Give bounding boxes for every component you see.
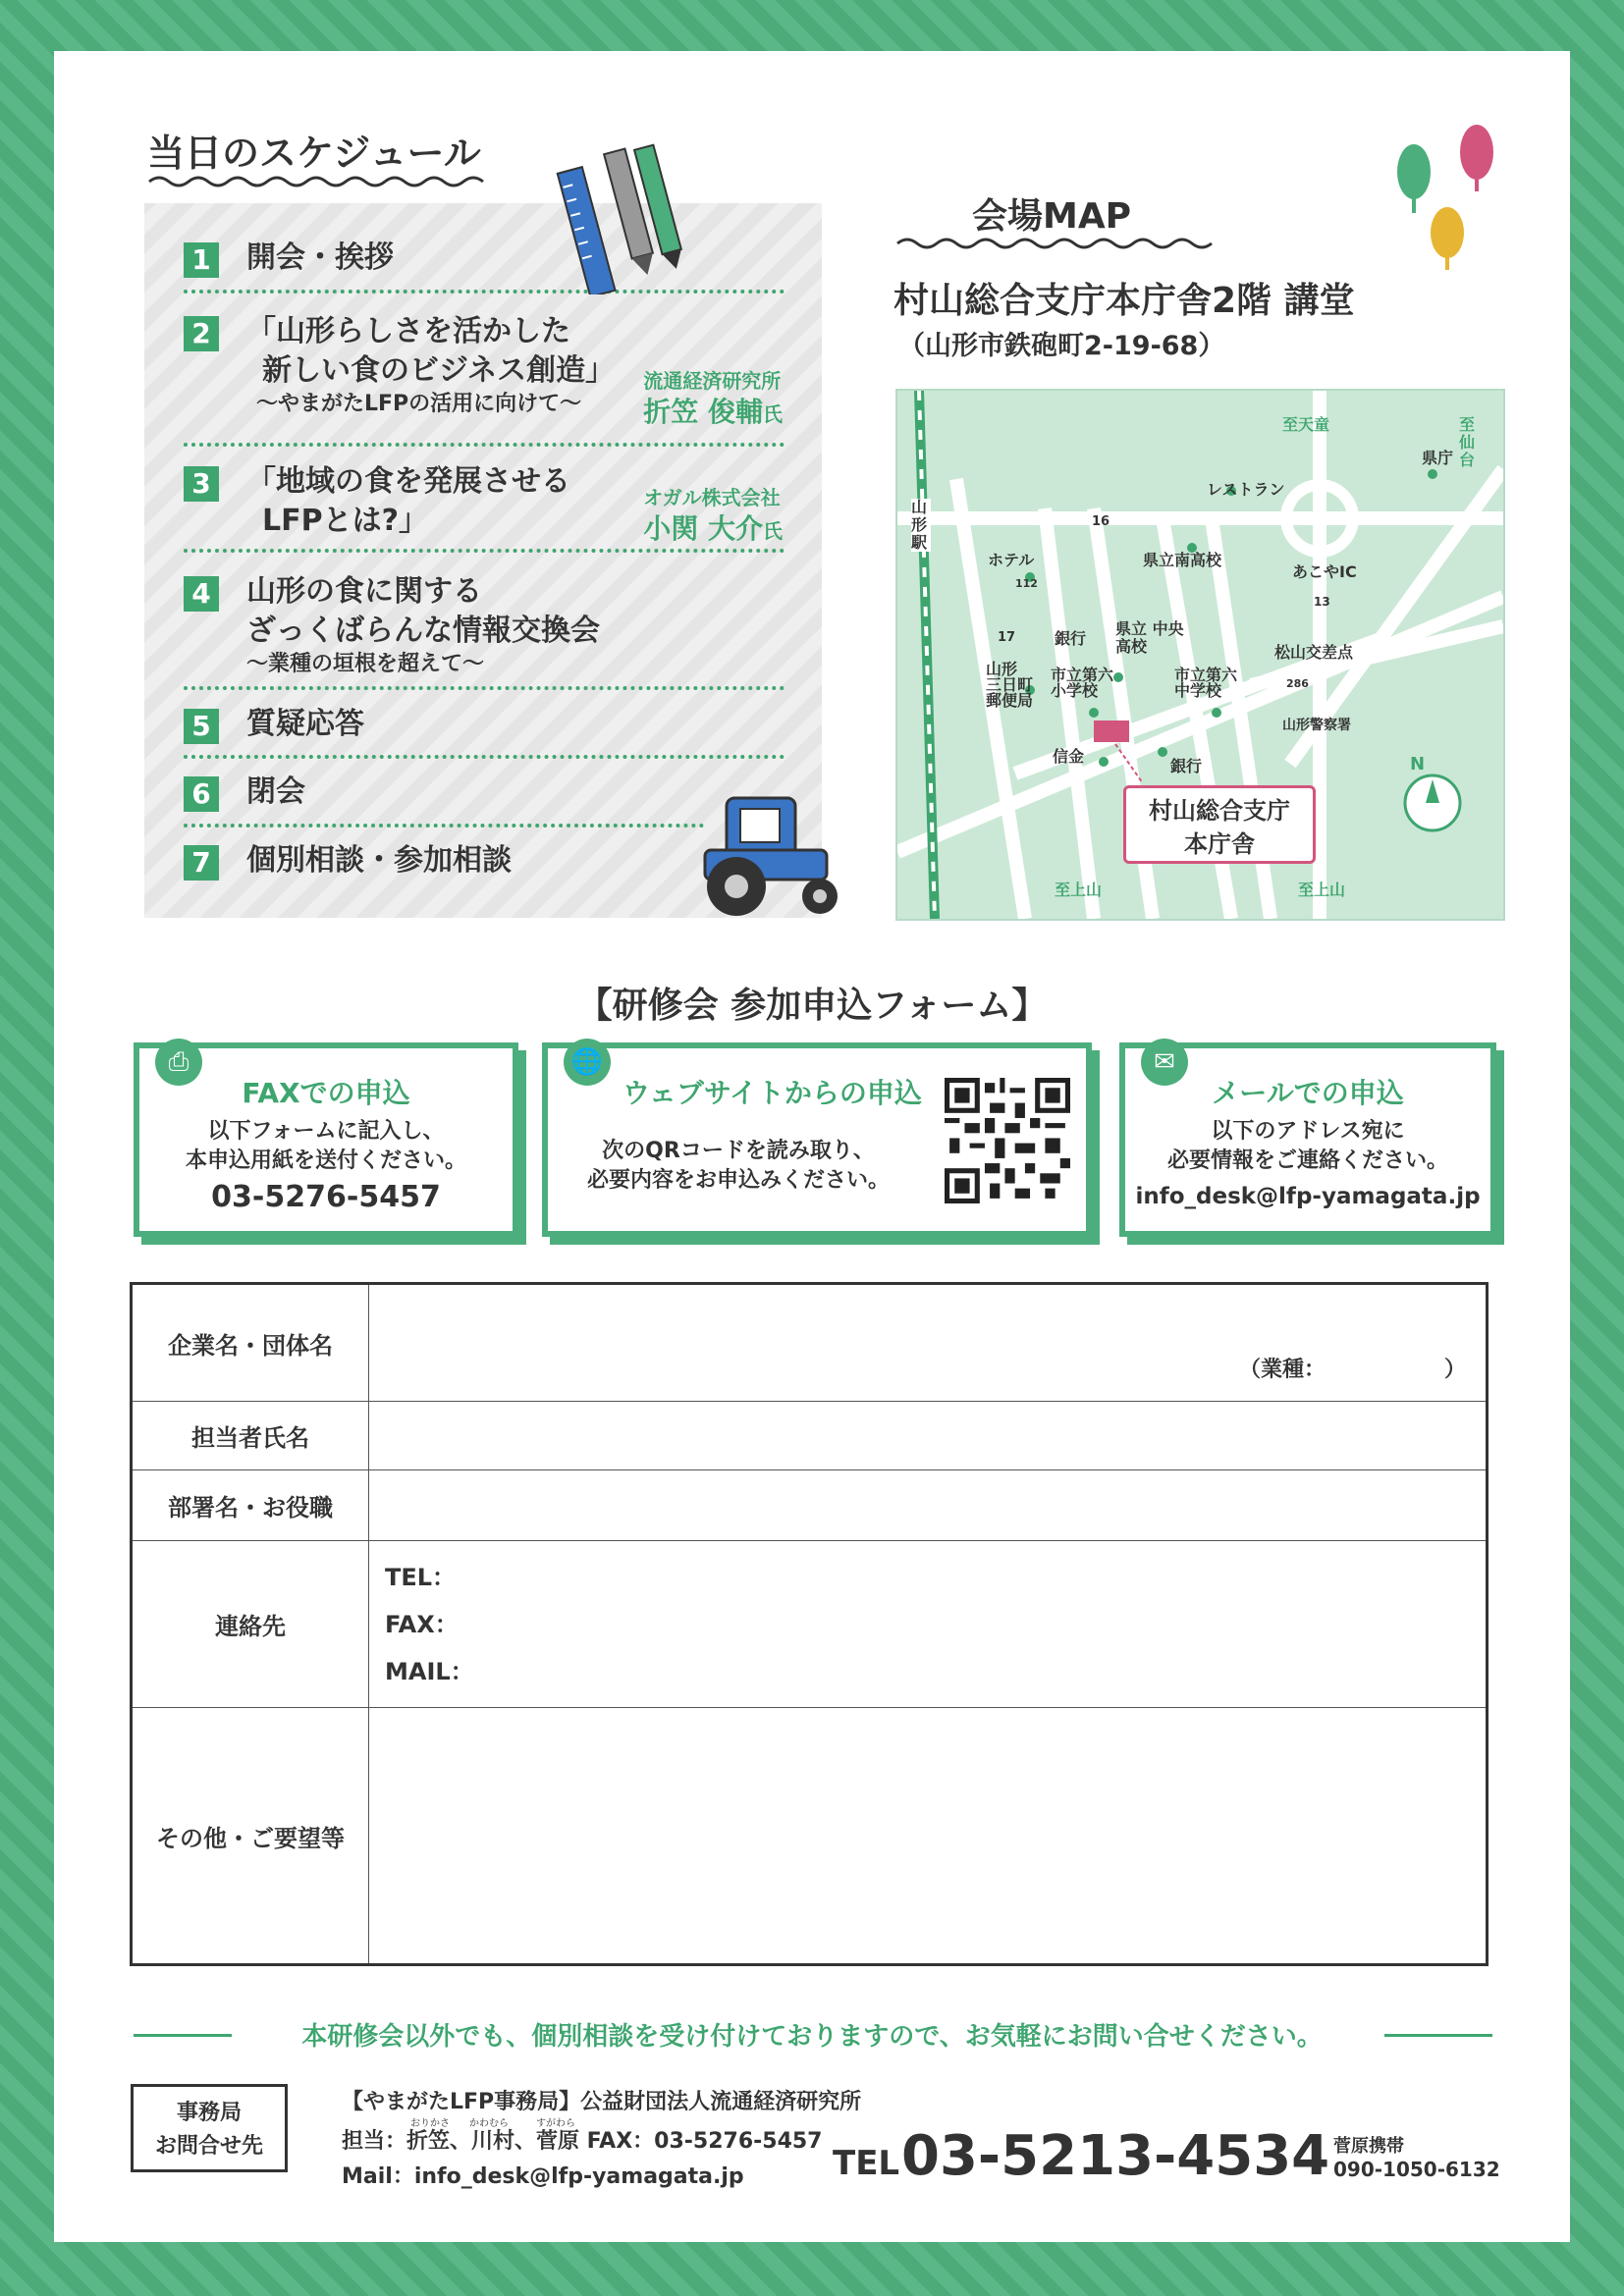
office-mail[interactable]: Mail：info_desk@lfp-yamagata.jp — [342, 2164, 744, 2189]
map-title: 会場MAP — [972, 196, 1132, 237]
schedule-number: 2 — [184, 316, 219, 351]
venue-map: 至天童 至仙台 県庁 レストラン 山形駅 ホテル 県立南高校 あこやIC 16 112 13 17 286 銀行 県立 中央高校 山形 三日町 郵便局 市立第六 小学校 市立第六 中学校 松山交差点 山形警察署 信金 銀行 N 村山総合支庁 本庁舎 至上山 至上山 — [895, 389, 1505, 921]
other-field[interactable] — [369, 1708, 1488, 1965]
divider — [184, 686, 785, 690]
pens-illustration — [550, 137, 697, 294]
divider — [184, 755, 785, 759]
venue-title: 村山総合支庁本庁舎2階 講堂 — [893, 281, 1355, 321]
leaf-decoration — [1392, 123, 1510, 280]
schedule-text: 個別相談・参加相談 — [246, 843, 512, 878]
schedule-text: 「山形らしさを活かした 新しい食のビジネス創造」 ～やまがたLFPの活用に向けて～ — [246, 314, 616, 416]
office-staff: 担当：折笠、川村、菅原 FAX：03-5276-5457 — [342, 2129, 823, 2154]
globe-icon: 🌐 — [564, 1039, 611, 1086]
schedule-number: 3 — [184, 466, 219, 502]
schedule-text: 山形の食に関する ざっくばらんな情報交換会 ～業種の垣根を超えて～ — [246, 574, 600, 676]
mail-address[interactable]: info_desk@lfp-yamagata.jp — [1135, 1184, 1481, 1209]
mobile-label: 菅原携帯 — [1333, 2136, 1404, 2157]
schedule-number: 5 — [184, 709, 219, 744]
schedule-title: 当日のスケジュール — [147, 132, 481, 175]
consultation-note: 本研修会以外でも、個別相談を受け付けておりますので、お気軽にお問い合せください。 — [301, 2022, 1323, 2052]
schedule-text: 「地域の食を発展させる LFPとは?」 — [246, 464, 570, 538]
mobile-number[interactable]: 090-1050-6132 — [1333, 2158, 1500, 2181]
fax-label: FAX： — [385, 1610, 459, 1638]
web-card: 🌐 ウェブサイトからの申込 次のQRコードを読み取り、 必要内容をお申込みください。 — [542, 1042, 1092, 1237]
tel-label: TEL — [833, 2144, 900, 2183]
qr-code[interactable] — [945, 1078, 1070, 1203]
schedule-number: 1 — [184, 242, 219, 278]
divider — [184, 824, 704, 828]
contact-label: 連絡先 — [132, 1541, 369, 1708]
other-label: その他・ご要望等 — [132, 1708, 369, 1965]
industry-label: （業種： ） — [1238, 1358, 1466, 1382]
divider — [184, 443, 785, 447]
company-field[interactable] — [369, 1284, 1488, 1402]
office-tel[interactable]: 03-5213-4534 — [901, 2124, 1330, 2188]
schedule-text: 開会・挨拶 — [246, 240, 394, 275]
speaker: 流通経済研究所 折笠 俊輔氏 — [643, 369, 783, 428]
squiggle-decoration — [895, 236, 1229, 251]
form-title: 【研修会 参加申込フォーム】 — [576, 986, 1048, 1026]
schedule-number: 7 — [184, 845, 219, 881]
application-form — [130, 1282, 1489, 1966]
schedule-number: 4 — [184, 576, 219, 612]
contact-field[interactable] — [369, 1541, 1488, 1708]
office-badge: 事務局 お問合せ先 — [131, 2084, 288, 2172]
tel-label: TEL： — [385, 1563, 457, 1591]
office-org: 【やまがたLFP事務局】公益財団法人流通経済研究所 — [342, 2090, 862, 2114]
squiggle-decoration — [147, 175, 486, 188]
speaker: オガル株式会社 小関 大介氏 — [643, 486, 783, 545]
dept-label: 部署名・お役職 — [132, 1470, 369, 1541]
schedule-number: 6 — [184, 776, 219, 812]
mail-label: MAIL： — [385, 1657, 474, 1685]
venue-address: （山形市鉄砲町2-19-68） — [898, 331, 1225, 361]
fax-icon: ⎙ — [155, 1039, 202, 1086]
company-label: 企業名・団体名 — [132, 1284, 369, 1402]
mail-icon: ✉ — [1141, 1039, 1188, 1086]
person-field[interactable] — [369, 1402, 1488, 1470]
mail-card: ✉ メールでの申込 以下のアドレス宛に 必要情報をご連絡ください。 info_desk@lfp-yamagata.jp — [1119, 1042, 1496, 1237]
venue-marker: 村山総合支庁 本庁舎 — [1123, 785, 1316, 864]
tractor-illustration — [697, 793, 844, 921]
person-label: 担当者氏名 — [132, 1402, 369, 1470]
dept-field[interactable] — [369, 1470, 1488, 1541]
schedule-text: 閉会 — [246, 774, 305, 809]
fax-card: ⎙ FAXでの申込 以下フォームに記入し、 本申込用紙を送付ください。 03-5276-5457 — [134, 1042, 518, 1237]
divider — [184, 549, 785, 553]
schedule-text: 質疑応答 — [246, 707, 364, 741]
